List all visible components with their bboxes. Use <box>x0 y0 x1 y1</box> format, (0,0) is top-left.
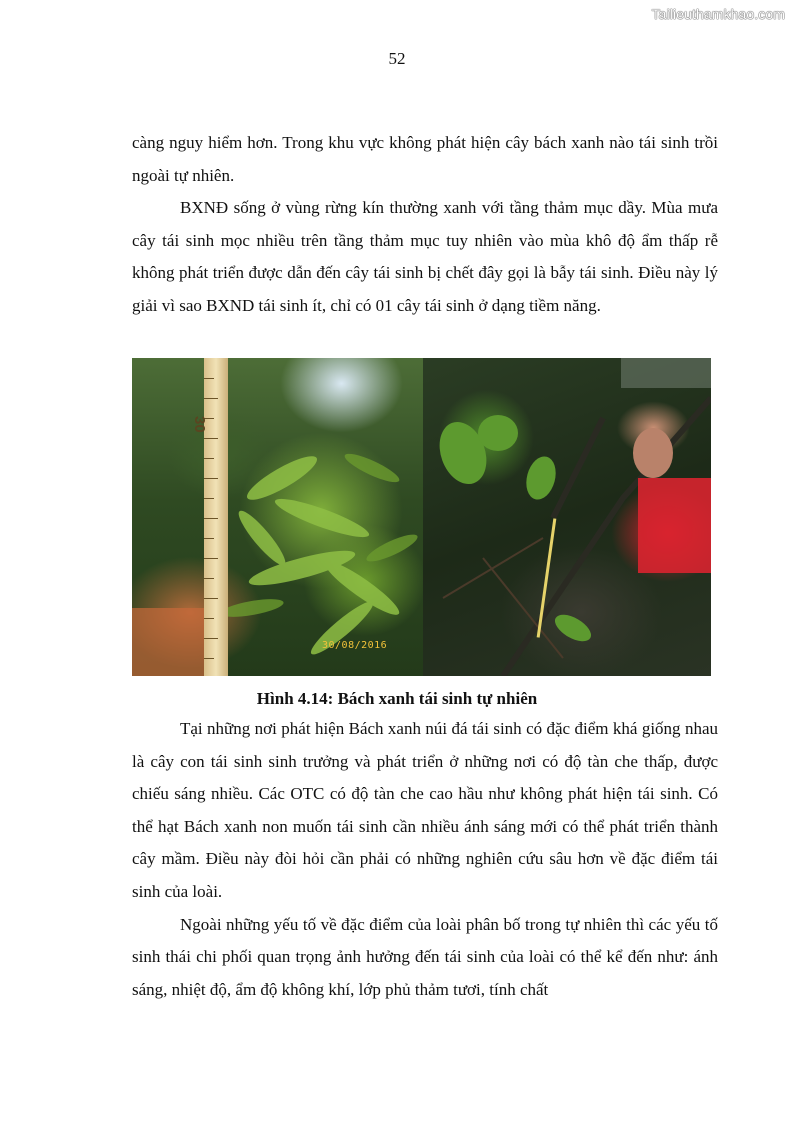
text-block-top <box>132 127 718 323</box>
photo-researcher-with-seedling <box>423 358 711 676</box>
paragraph: BXNĐ sống ở vùng rừng kín thường xanh với tầng thảm mục dầy. Mùa mưa cây tái sinh mọc nhiều trên tầng thảm mục tuy nhiên vào mùa khô độ ẩm thấp rễ không phát triển được dẫn đến cây tái sinh bị chết đây gọi là bẫy tái sinh. Điều này lý giải vì sao BXND tái sinh ít, chỉ có 01 cây tái sinh ở dạng tiềm năng. <box>132 198 718 315</box>
measuring-ruler <box>204 358 228 676</box>
photo-seedling-with-ruler <box>132 358 423 676</box>
ruler-label: 30 <box>191 416 208 433</box>
text-block-bottom <box>132 713 718 1006</box>
figure-photos <box>132 358 711 676</box>
figure-caption: Hình 4.14: Bách xanh tái sinh tự nhiên <box>256 689 538 708</box>
paragraph: Tại những nơi phát hiện Bách xanh núi đá tái sinh có đặc điểm khá giống nhau là cây con tái sinh sinh trưởng và phát triển ở những nơi có độ tàn che thấp, được chiếu sáng nhiều. Các OTC có độ tàn che cao hầu như không phát hiện tái sinh. Có thể hạt Bách xanh non muốn tái sinh cần nhiều ánh sáng mới có thể phát triển thành cây mầm. Điều này đòi hỏi cần phải có những nghiên cứu sâu hơn về đặc điểm tái sinh của loài. <box>132 719 718 901</box>
paragraph: Ngoài những yếu tố về đặc điểm của loài phân bố trong tự nhiên thì các yếu tố sinh thái chi phối quan trọng ảnh hưởng đến tái sinh của loài có thể kể đến như: ánh sáng, nhiệt độ, ẩm độ không khí, lớp phủ thảm tươi, tính chất <box>132 914 718 999</box>
watermark: Tailieuthamkhao.com <box>651 6 785 22</box>
date-stamp: 30/08/2016 <box>322 640 388 651</box>
paragraph: càng nguy hiểm hơn. Trong khu vực không phát hiện cây bách xanh nào tái sinh trồi ngoài tự nhiên. <box>132 133 718 185</box>
leaves-and-branches-illustration <box>423 358 711 676</box>
fern-foliage-illustration <box>132 358 423 676</box>
page-number: 52 <box>388 49 406 68</box>
